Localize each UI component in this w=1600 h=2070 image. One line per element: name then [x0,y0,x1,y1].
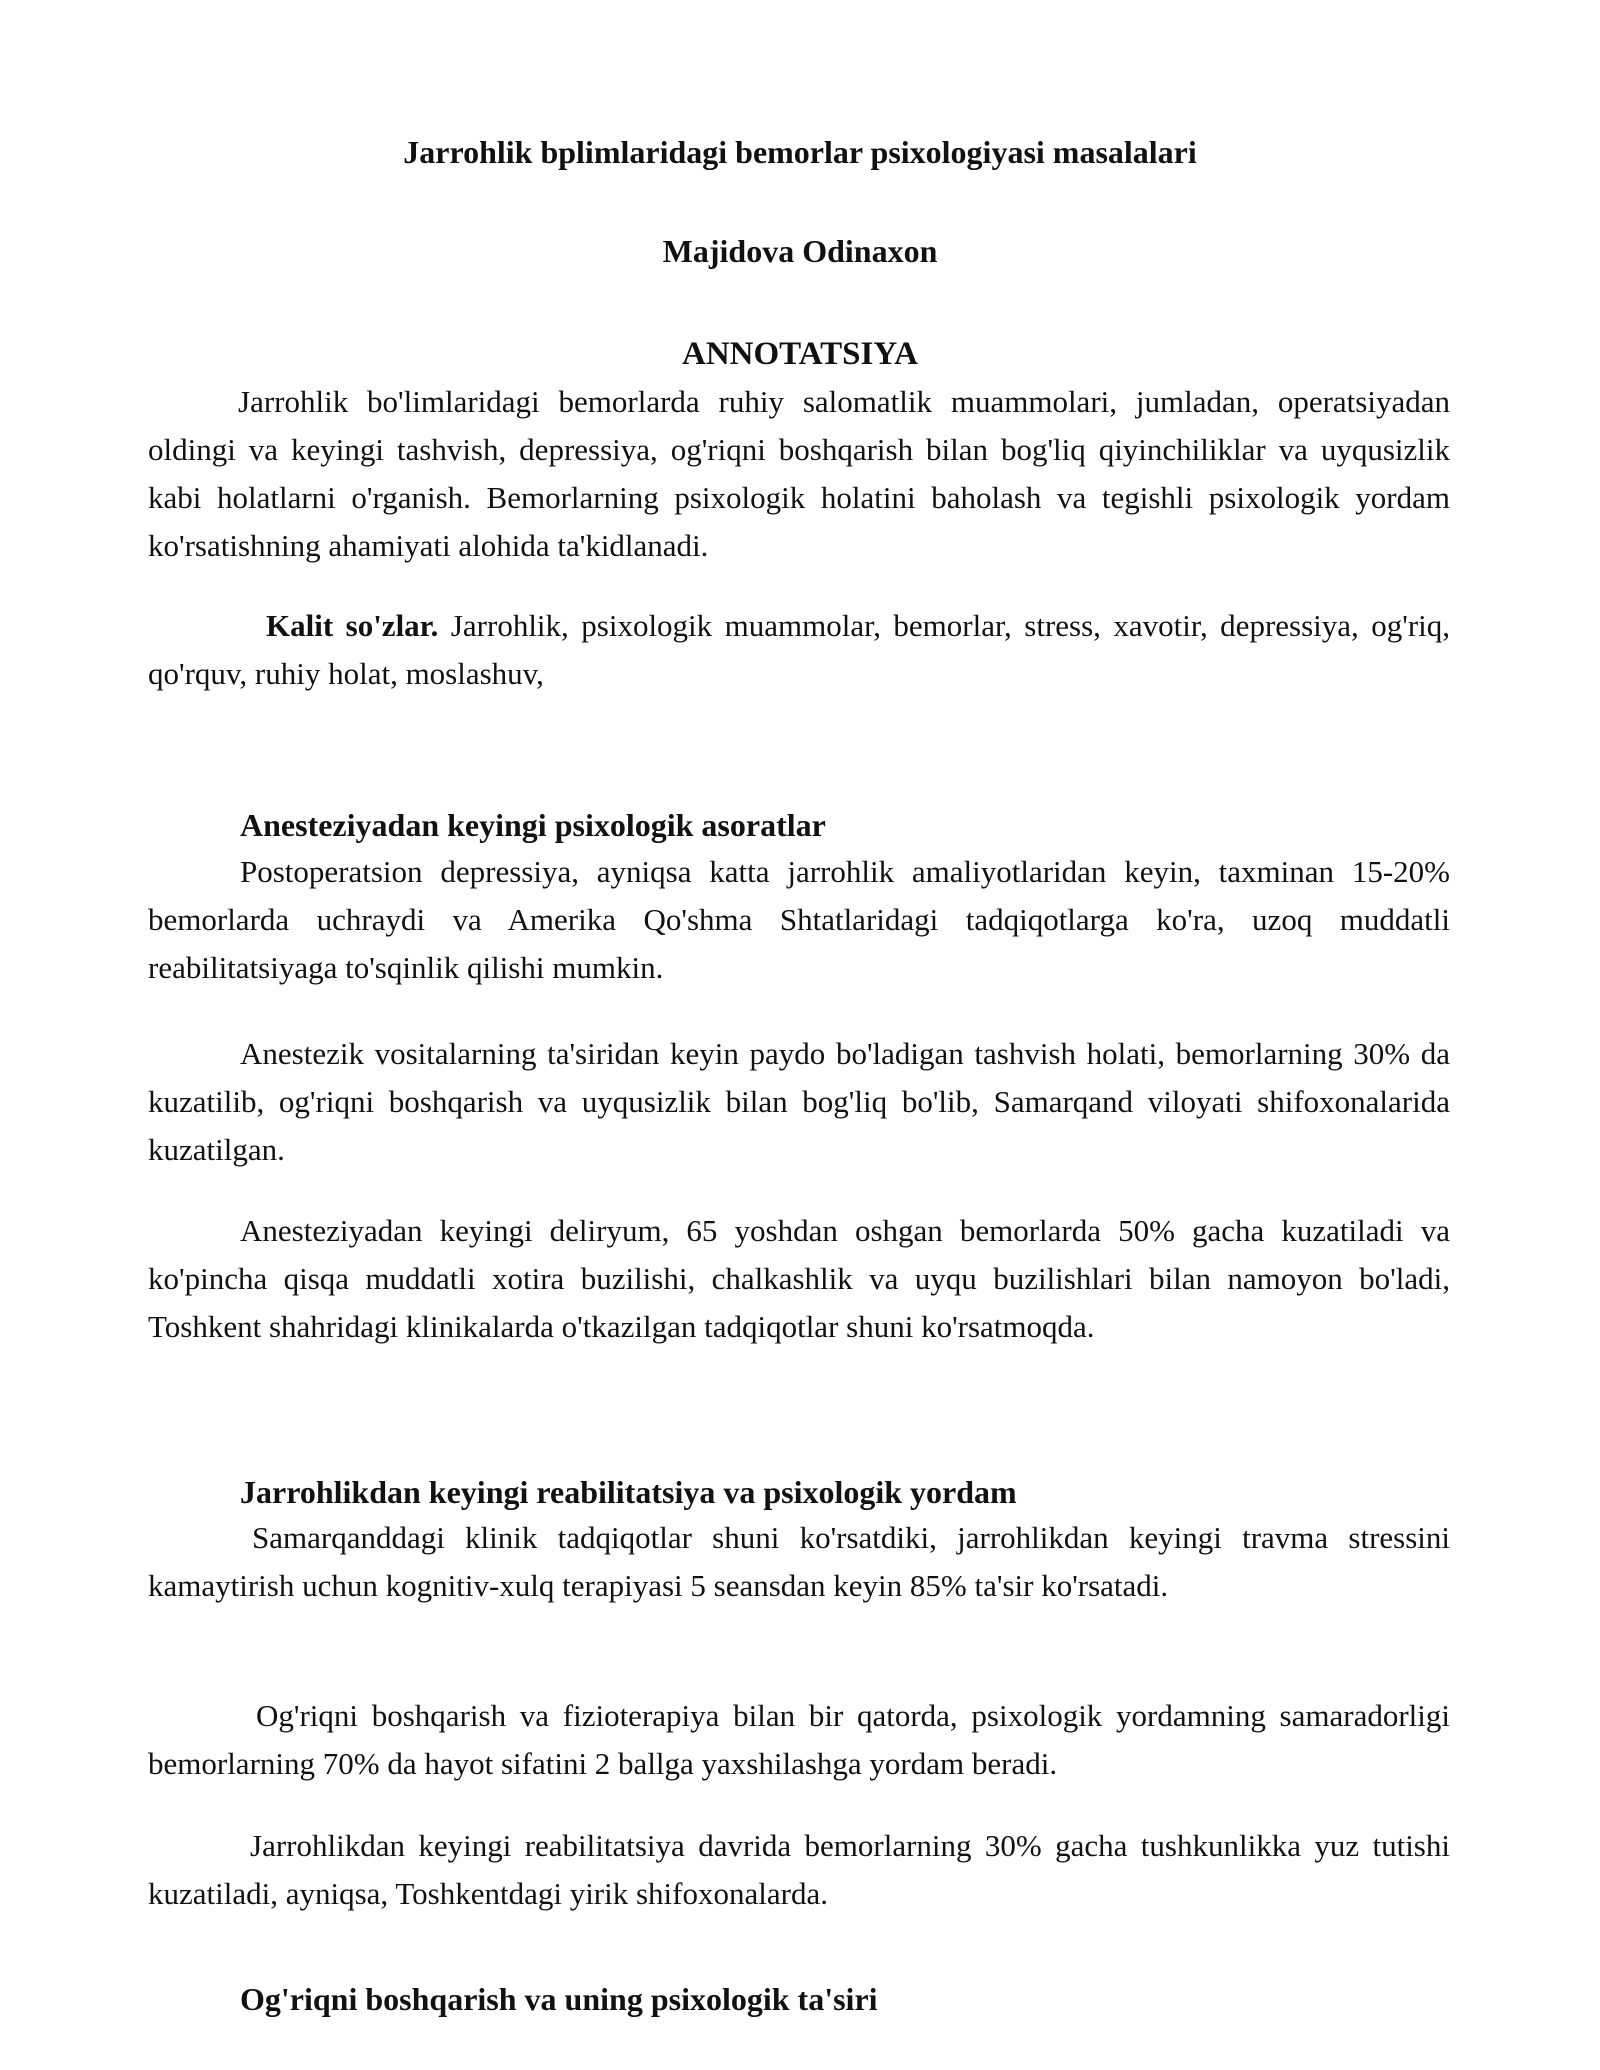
keywords-label: Kalit so'zlar. [266,608,439,643]
abstract-heading: ANNOTATSIYA [682,336,918,372]
paragraph-text: Postoperatsion depressiya, ayniqsa katta jarrohlik amaliyotlaridan keyin, taxminan 15-20% bemorlarda uchraydi va Amerika Qo'shma Shtatlaridagi tadqiqotlarga ko'ra, uzoq muddatli reabilitatsiyaga to'sqinlik qilishi mumkin. [148,854,1450,985]
paragraph [148,848,1450,992]
section-heading: Og'riqni boshqarish va uning psixologik ta'siri [240,1981,878,2017]
section-heading: Jarrohlikdan keyingi reabilitatsiya va psixologik yordam [240,1474,1017,1510]
paragraph-text: Og'riqni boshqarish va fizioterapiya bilan bir qatorda, psixologik yordamning samaradorligi bemorlarning 70% da hayot sifatini 2 ballga yaxshilashga yordam beradi. [148,1698,1450,1781]
paragraph-text: Anestezik vositalarning ta'siridan keyin paydo bo'ladigan tashvish holati, bemorlarning 30% da kuzatilib, og'riqni boshqarish va uyqusizlik bilan bog'liq bo'lib, Samarqand viloyati shifoxonalarida kuzatilgan. [148,1036,1450,1167]
paragraph [148,1692,1450,1788]
paragraph [148,1030,1450,1174]
paragraph-text: Jarrohlikdan keyingi reabilitatsiya davrida bemorlarning 30% gacha tushkunlikka yuz tutishi kuzatiladi, ayniqsa, Toshkentdagi yirik shifoxonalarda. [148,1828,1450,1911]
paragraph [148,1207,1450,1351]
abstract-paragraph [148,378,1450,570]
author-name: Majidova Odinaxon [662,233,938,269]
paragraph [148,1822,1450,1918]
abstract-text: Jarrohlik bo'limlaridagi bemorlarda ruhiy salomatlik muammolari, jumladan, operatsiyadan oldingi va keyingi tashvish, depressiya, og'riqni boshqarish bilan bog'liq qiyinchiliklar va uyqusizlik kabi holatlarni o'rganish. Bemorlarning psixologik holatini baholash va tegishli psixologik yordam ko'rsatishning ahamiyati alohida ta'kidlanadi. [148,384,1450,563]
section-heading: Anesteziyadan keyingi psixologik asoratlar [240,807,826,843]
paragraph-text: Samarqanddagi klinik tadqiqotlar shuni ko'rsatdiki, jarrohlikdan keyingi travma stressini kamaytirish uchun kognitiv-xulq terapiyasi 5 seansdan keyin 85% ta'sir ko'rsatadi. [148,1520,1450,1603]
document-title: Jarrohlik bplimlaridagi bemorlar psixologiyasi masalalari [403,134,1197,170]
paragraph [148,1514,1450,1610]
paragraph-text: Anesteziyadan keyingi deliryum, 65 yoshdan oshgan bemorlarda 50% gacha kuzatiladi va ko'pincha qisqa muddatli xotira buzilishi, chalkashlik va uyqu buzilishlari bilan namoyon bo'ladi, Toshkent shahridagi klinikalarda o'tkazilgan tadqiqotlar shuni ko'rsatmoqda. [148,1213,1450,1344]
keywords-text: Jarrohlik, psixologik muammolar, bemorlar, stress, xavotir, depressiya, og'riq, qo'rquv, ruhiy holat, moslashuv, [148,608,1451,691]
keywords-paragraph [148,602,1450,698]
